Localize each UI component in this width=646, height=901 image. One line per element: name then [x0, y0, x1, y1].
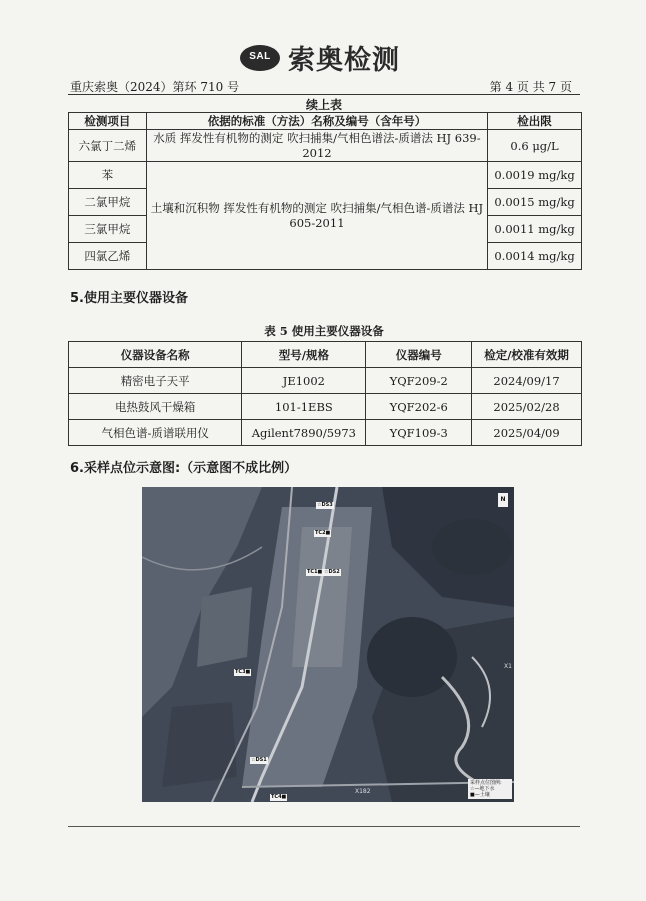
- legend-soil: ■—土壤: [470, 792, 490, 798]
- north-arrow-icon: N: [498, 493, 508, 507]
- page-number: 第 4 页 共 7 页: [489, 80, 572, 94]
- sampling-site-map: [142, 487, 514, 802]
- marker-ds1: ☆DS1: [251, 757, 267, 763]
- limit-cell: 0.0011 mg/kg: [488, 216, 582, 243]
- col-header-name: 仪器设备名称: [69, 342, 242, 368]
- road-label-x1: X1: [504, 663, 512, 670]
- col-header-limit: 检出限: [488, 113, 582, 130]
- col-header-method: 依据的标准（方法）名称及编号（含年号）: [146, 113, 487, 130]
- table-row: [69, 368, 582, 394]
- road-label-x182: X182: [355, 788, 371, 795]
- soil-method-cell: 土壤和沉积物 挥发性有机物的测定 吹扫捕集/气相色谱-质谱法 HJ 605-2011: [146, 162, 487, 270]
- logo-mark: [240, 43, 282, 73]
- report-number: 重庆索奥（2024）第环 710 号: [70, 80, 240, 94]
- section-6-heading: 6.采样点位示意图:（示意图不成比例）: [70, 461, 298, 476]
- item-cell: 四氯乙烯: [69, 243, 147, 270]
- continued-table-title: 续上表: [305, 98, 342, 112]
- equipment-model: JE1002: [242, 368, 366, 394]
- company-name: 索奥检测: [288, 45, 400, 76]
- equipment-model: Agilent7890/5973: [242, 420, 366, 446]
- equipment-valid: 2025/02/28: [472, 394, 582, 420]
- table-5-caption: 表 5 使用主要仪器设备: [264, 324, 384, 338]
- map-legend: [468, 779, 512, 799]
- logo-mark-text: SAL: [249, 50, 271, 62]
- item-cell: 苯: [69, 162, 147, 189]
- col-header-id: 仪器编号: [366, 342, 472, 368]
- equipment-valid: 2024/09/17: [472, 368, 582, 394]
- equipment-valid: 2025/04/09: [472, 420, 582, 446]
- table-row: [69, 420, 582, 446]
- marker-tc2: TC2■: [315, 530, 331, 536]
- marker-tc3: TC3■: [235, 669, 251, 675]
- item-cell: 六氯丁二烯: [69, 130, 147, 162]
- item-cell: 二氯甲烷: [69, 189, 147, 216]
- section-5-heading: 5.使用主要仪器设备: [70, 291, 188, 306]
- equipment-id: YQF109-3: [366, 420, 472, 446]
- method-table: [68, 112, 582, 270]
- equipment-model: 101-1EBS: [242, 394, 366, 420]
- table-row: [69, 394, 582, 420]
- table-row: [69, 162, 582, 189]
- limit-cell: 0.0019 mg/kg: [488, 162, 582, 189]
- marker-tc1-ds2: TC1■ ☆DS2: [307, 569, 340, 575]
- marker-tc4: TC4■: [271, 794, 287, 800]
- table-header-row: [69, 113, 582, 130]
- limit-cell: 0.0014 mg/kg: [488, 243, 582, 270]
- equipment-name: 电热鼓风干燥箱: [69, 394, 242, 420]
- equipment-id: YQF202-6: [366, 394, 472, 420]
- limit-cell: 0.6 μg/L: [488, 130, 582, 162]
- equipment-table: [68, 341, 582, 446]
- equipment-id: YQF209-2: [366, 368, 472, 394]
- col-header-valid: 检定/校准有效期: [472, 342, 582, 368]
- company-logo: [240, 38, 400, 77]
- footer-divider: [68, 826, 580, 827]
- table-row: [69, 130, 582, 162]
- limit-cell: 0.0015 mg/kg: [488, 189, 582, 216]
- method-cell: 水质 挥发性有机物的测定 吹扫捕集/气相色谱法-质谱法 HJ 639-2012: [146, 130, 487, 162]
- item-cell: 三氯甲烷: [69, 216, 147, 243]
- equipment-name: 气相色谱-质谱联用仪: [69, 420, 242, 446]
- equipment-name: 精密电子天平: [69, 368, 242, 394]
- col-header-item: 检测项目: [69, 113, 147, 130]
- header-divider: [68, 94, 580, 95]
- table-header-row: [69, 342, 582, 368]
- legend-title: 采样点位图例:: [470, 780, 502, 786]
- marker-ds3: ☆DS3: [317, 502, 333, 508]
- legend-groundwater: ☆—地下水: [470, 786, 495, 792]
- col-header-model: 型号/规格: [242, 342, 366, 368]
